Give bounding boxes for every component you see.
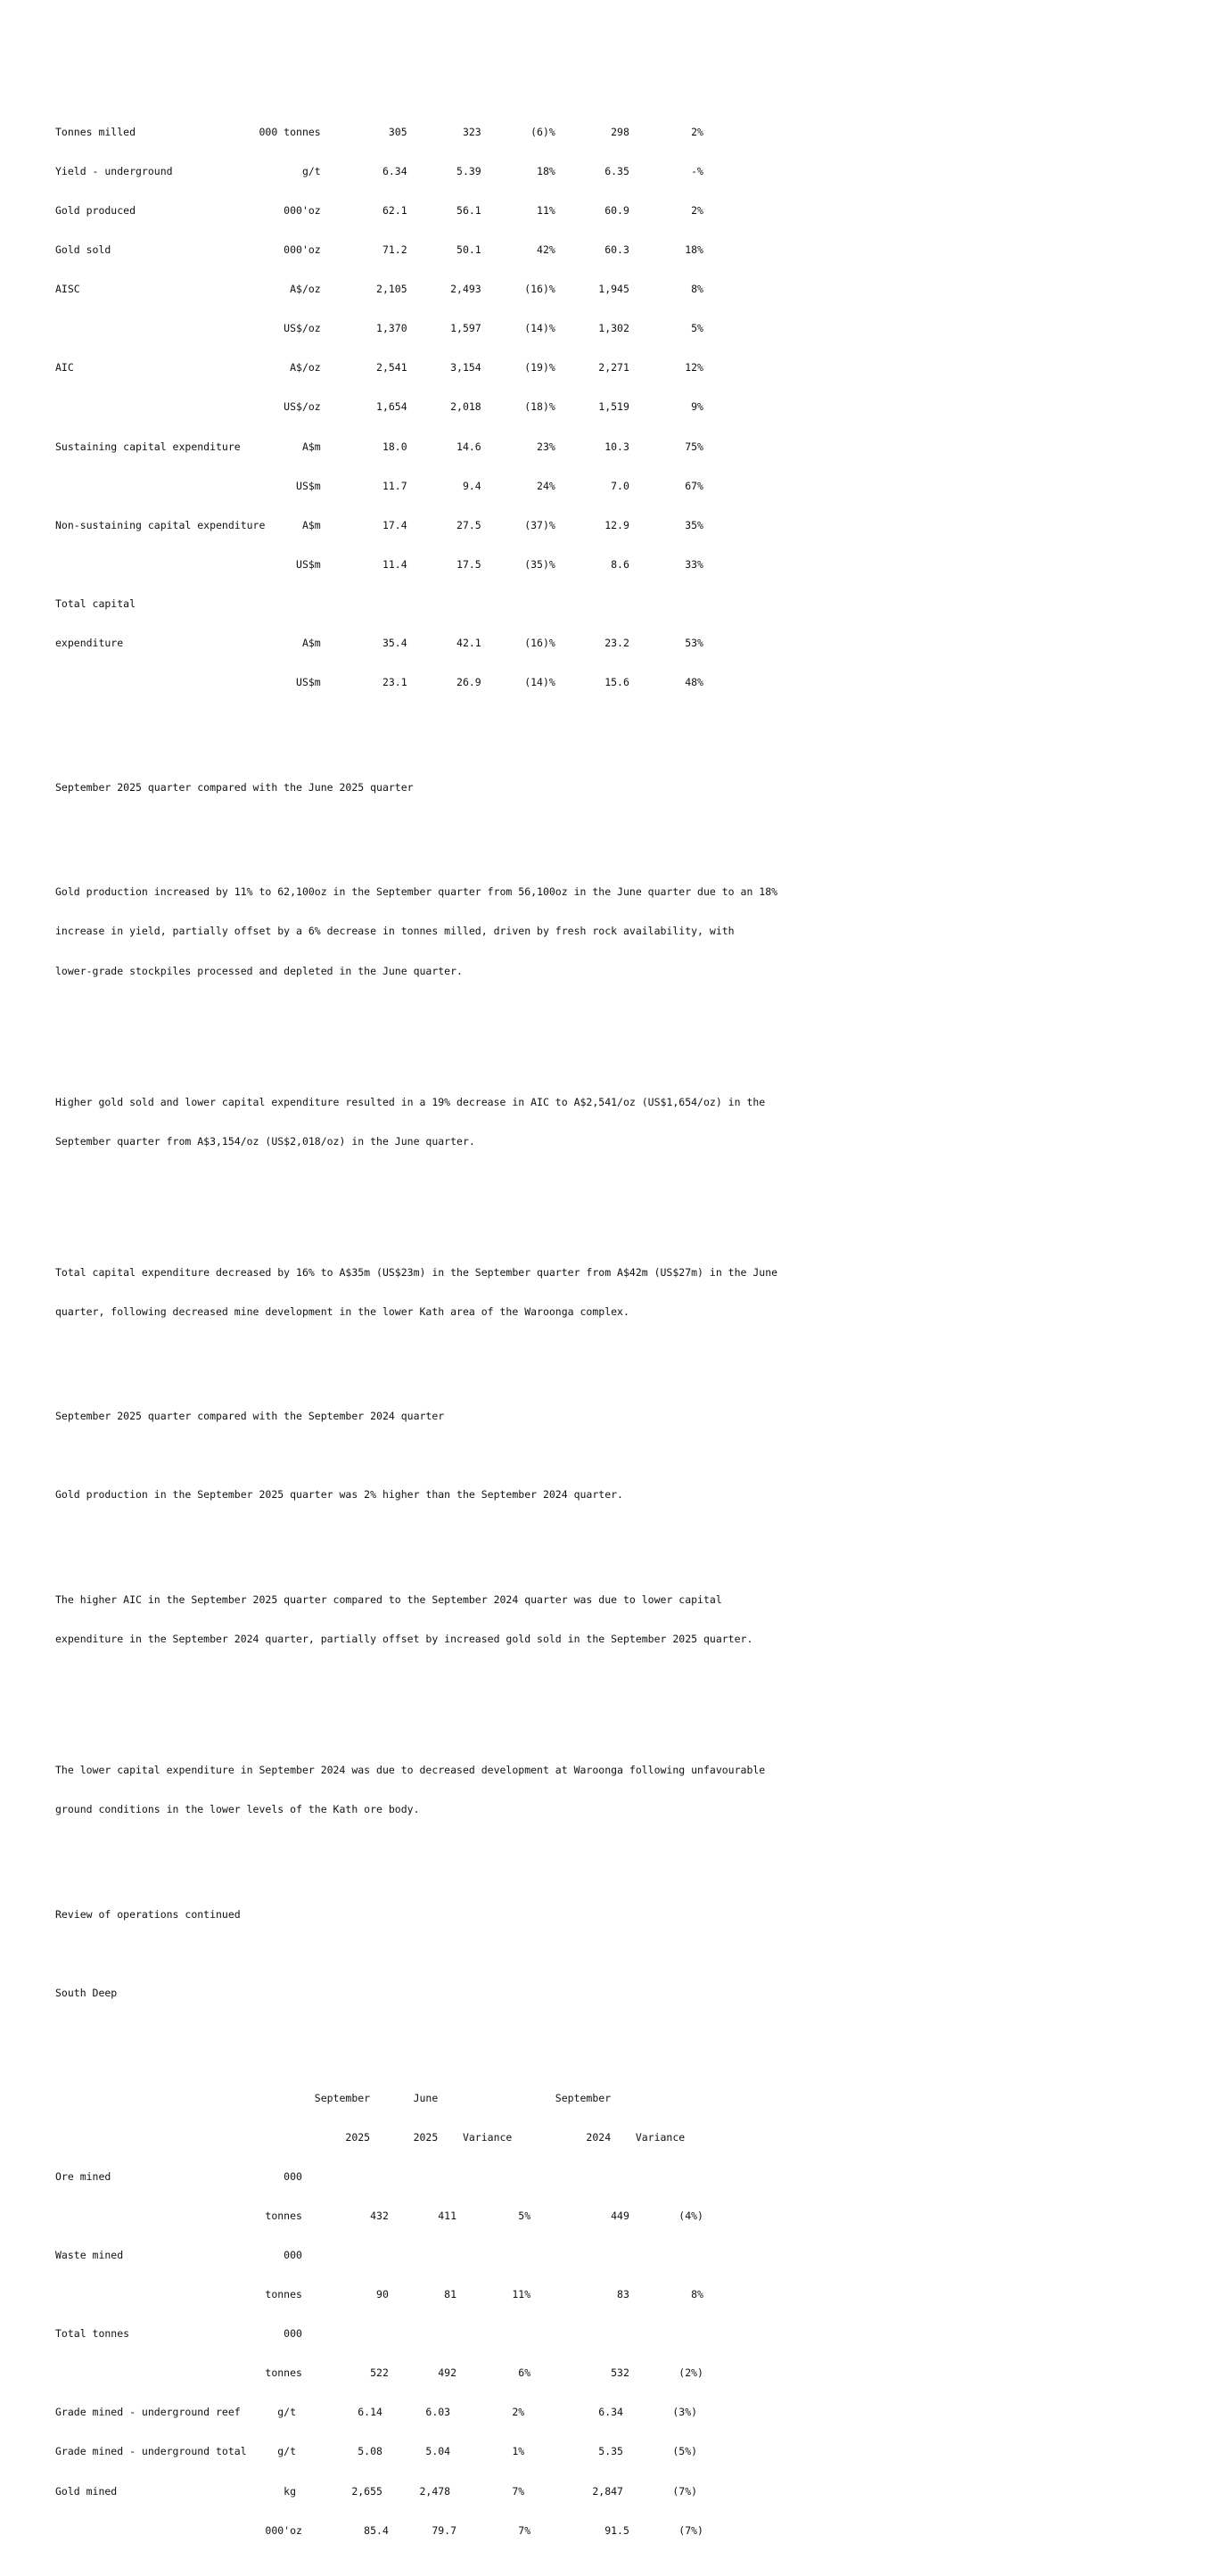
paragraph-line: Gold production increased by 11% to 62,100oz in the September quarter from 56,100oz in the June quarter due to an 18% (55, 885, 778, 899)
section-heading: South Deep (55, 1987, 118, 2000)
table-row: Gold mined kg 2,655 2,478 7% 2,847 (7%) (55, 2484, 698, 2498)
section-heading: Review of operations continued (55, 1907, 241, 1921)
paragraph-line: quarter, following decreased mine development in the lower Kath area of the Waroonga complex. (55, 1304, 629, 1318)
table-row: tonnes 90 81 11% 83 8% (55, 2288, 703, 2301)
table-row: expenditure A$m 35.4 42.1 (16)% 23.2 53% (55, 637, 703, 650)
paragraph-line: Total capital expenditure decreased by 16% to A$35m (US$23m) in the September quarter from A$42m (US$27m) in the June (55, 1265, 778, 1279)
table-row: Sustaining capital expenditure A$m 18.0 14.6 23% 10.3 75% (55, 440, 703, 453)
table-row: Waste mined 000 (55, 2249, 302, 2261)
table-row: tonnes 432 411 5% 449 (4%) (55, 2209, 703, 2222)
table-row: Yield - underground g/t 6.34 5.39 18% 6.35 -% (55, 164, 703, 177)
table-row: AIC A$/oz 2,541 3,154 (19)% 2,271 12% (55, 361, 703, 374)
table-row: AISC A$/oz 2,105 2,493 (16)% 1,945 8% (55, 283, 703, 296)
paragraph (55, 1568, 777, 1673)
paragraph-line: lower-grade stockpiles processed and depleted in the June quarter. (55, 964, 463, 977)
paragraph (55, 860, 777, 1004)
table-row: Tonnes milled 000 tonnes 305 323 (6)% 298 2% (55, 125, 703, 138)
paragraph-line: expenditure in the September 2024 quarter, partially offset by increased gold sold in the September 2025 quarter. (55, 1633, 753, 1646)
table-row: Gold sold 000'oz 71.2 50.1 42% 60.3 18% (55, 243, 703, 257)
table-row: Grade mined - underground total g/t 5.08 5.04 1% 5.35 (5%) (55, 2445, 698, 2458)
table-row: Grade mined - underground reef g/t 6.14 6.03 2% 6.34 (3%) (55, 2406, 698, 2419)
paragraph-line: The higher AIC in the September 2025 quarter compared to the September 2024 quarter was due to lower capital (55, 1593, 722, 1607)
section-heading: September 2025 quarter compared with the September 2024 quarter (55, 1410, 445, 1423)
table-row: tonnes 522 492 6% 532 (2%) (55, 2366, 703, 2380)
document-body (55, 73, 777, 2576)
paragraph-line: Higher gold sold and lower capital expenditure resulted in a 19% decrease in AIC to A$2,541/oz (US$1,654/oz) in the (55, 1095, 766, 1108)
table-row: US$/oz 1,370 1,597 (14)% 1,302 5% (55, 322, 703, 335)
paragraph-line: increase in yield, partially offset by a 6% decrease in tonnes milled, driven by fresh rock availability, with (55, 925, 735, 938)
table-row: Non-sustaining capital expenditure A$m 17.4 27.5 (37)% 12.9 35% (55, 518, 703, 531)
table-row: US$m 23.1 26.9 (14)% 15.6 48% (55, 676, 703, 689)
paragraph (55, 1738, 777, 1843)
table-header: 2025 2025 Variance 2024 Variance (55, 2130, 686, 2144)
paragraph-line: The lower capital expenditure in September 2024 was due to decreased development at Waroonga following unfavourable (55, 1764, 766, 1777)
paragraph (55, 1069, 777, 1174)
table-row: Gold produced 000'oz 62.1 56.1 11% 60.9 2% (55, 204, 703, 217)
table-header: September June September (55, 2091, 612, 2104)
section-heading: September 2025 quarter compared with the June 2025 quarter (55, 780, 414, 794)
table-row: US$m 11.4 17.5 (35)% 8.6 33% (55, 557, 703, 571)
paragraph-line: Gold production in the September 2025 quarter was 2% higher than the September 2024 quarter. (55, 1488, 623, 1502)
table-row: 000'oz 85.4 79.7 7% 91.5 (7%) (55, 2523, 703, 2537)
south-deep-table (55, 2065, 777, 2564)
paragraph (55, 1239, 777, 1345)
table-row: US$/oz 1,654 2,018 (18)% 1,519 9% (55, 400, 703, 414)
table-row: Ore mined 000 (55, 2169, 302, 2183)
paragraph-line: September quarter from A$3,154/oz (US$2,018/oz) in the June quarter. (55, 1134, 475, 1148)
table-row: US$m 11.7 9.4 24% 7.0 67% (55, 479, 703, 492)
table-row: Total tonnes 000 (55, 2327, 302, 2341)
paragraph-line: ground conditions in the lower levels of the Kath ore body. (55, 1803, 420, 1816)
table-row: Total capital (55, 597, 136, 610)
gold-fields-operations-table (55, 99, 777, 715)
